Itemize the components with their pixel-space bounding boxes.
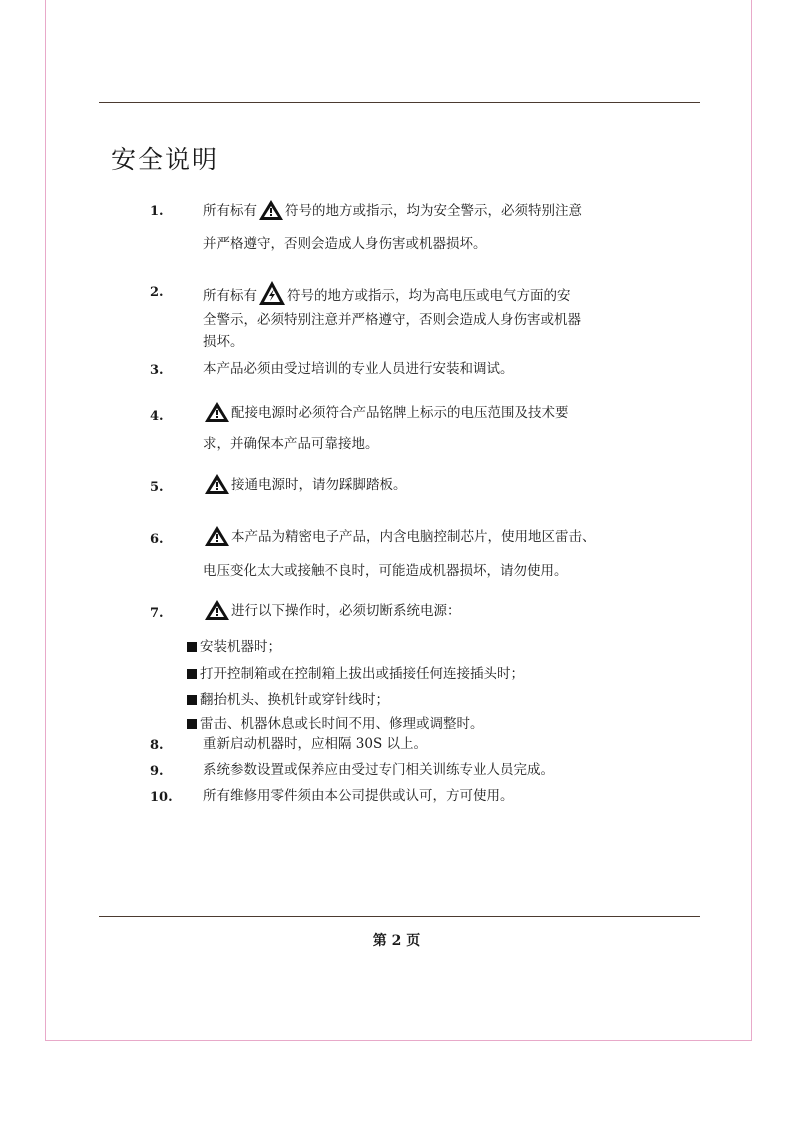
warning-triangle-icon [204,401,230,430]
list-item: 系统参数设置或保养应由受过专门相关训练专业人员完成。 [203,762,554,778]
list-item [203,525,683,554]
bullet-square-icon [187,669,197,679]
bullet-square-icon [187,695,197,705]
page-trim-left [45,0,46,1041]
item-number: 2. [150,285,164,300]
warning-triangle-icon [204,473,230,502]
warning-triangle-icon [258,199,284,228]
item-number: 7. [150,606,164,621]
page-number: 第 2 页 [372,933,421,949]
list-item: 重新启动机器时，应相隔 30S 以上。 [203,736,428,752]
sub-item [187,662,524,682]
list-item: 本产品必须由受过培训的专业人员进行安装和调试。 [203,361,514,377]
item-number: 8. [150,738,164,753]
item-text: 配接电源时必须符合产品铭牌上标示的电压范围及技术要 [231,405,569,421]
item-text: 符号的地方或指示，均为安全警示，必须特别注意 [285,203,582,219]
warning-triangle-icon [204,599,230,628]
list-item [203,473,683,502]
list-item [203,199,683,228]
list-item [203,599,683,628]
item-text: 所有标有 [203,288,257,304]
header-rule [99,102,700,103]
item-text: 符号的地方或指示，均为高电压或电气方面的安 [287,288,571,304]
bullet-square-icon [187,719,197,729]
bullet-square-icon [187,642,197,652]
list-item [203,401,683,430]
item-number: 1. [150,204,164,219]
item-number: 10. [150,790,173,805]
item-text: 本产品为精密电子产品，内含电脑控制芯片，使用地区雷击、 [231,529,596,545]
sub-item-text: 雷击、机器休息或长时间不用、修理或调整时。 [200,716,484,732]
item-number: 4. [150,409,164,424]
sub-item [187,688,389,708]
item-text-cont: 损坏。 [203,334,244,350]
item-text: 所有标有 [203,203,257,219]
item-text-cont: 电压变化太大或接触不良时，可能造成机器损坏，请勿使用。 [203,563,568,579]
item-text: 进行以下操作时，必须切断系统电源： [231,603,461,619]
item-text-cont: 并严格遵守，否则会造成人身伤害或机器损坏。 [203,236,487,252]
item-number: 9. [150,764,164,779]
item-text-cont: 全警示，必须特别注意并严格遵守，否则会造成人身伤害或机器 [203,312,581,328]
warning-triangle-icon [204,525,230,554]
item-number: 6. [150,532,164,547]
item-number: 5. [150,480,164,495]
sub-item-text: 打开控制箱或在控制箱上拔出或插接任何连接插头时； [200,666,524,682]
sub-item-text: 翻抬机头、换机针或穿针线时； [200,692,389,708]
sub-item-text: 安装机器时； [200,639,281,655]
item-text-cont: 求，并确保本产品可靠接地。 [203,436,379,452]
page-title: 安全说明 [111,145,220,174]
footer-rule [99,916,700,917]
page-trim-bottom [45,1040,752,1041]
item-number: 3. [150,363,164,378]
sub-item [187,635,281,655]
sub-item [187,712,484,732]
page-trim-right [751,0,752,1041]
item-text: 接通电源时，请勿踩脚踏板。 [231,477,407,493]
list-item: 所有维修用零件须由本公司提供或认可，方可使用。 [203,788,514,804]
